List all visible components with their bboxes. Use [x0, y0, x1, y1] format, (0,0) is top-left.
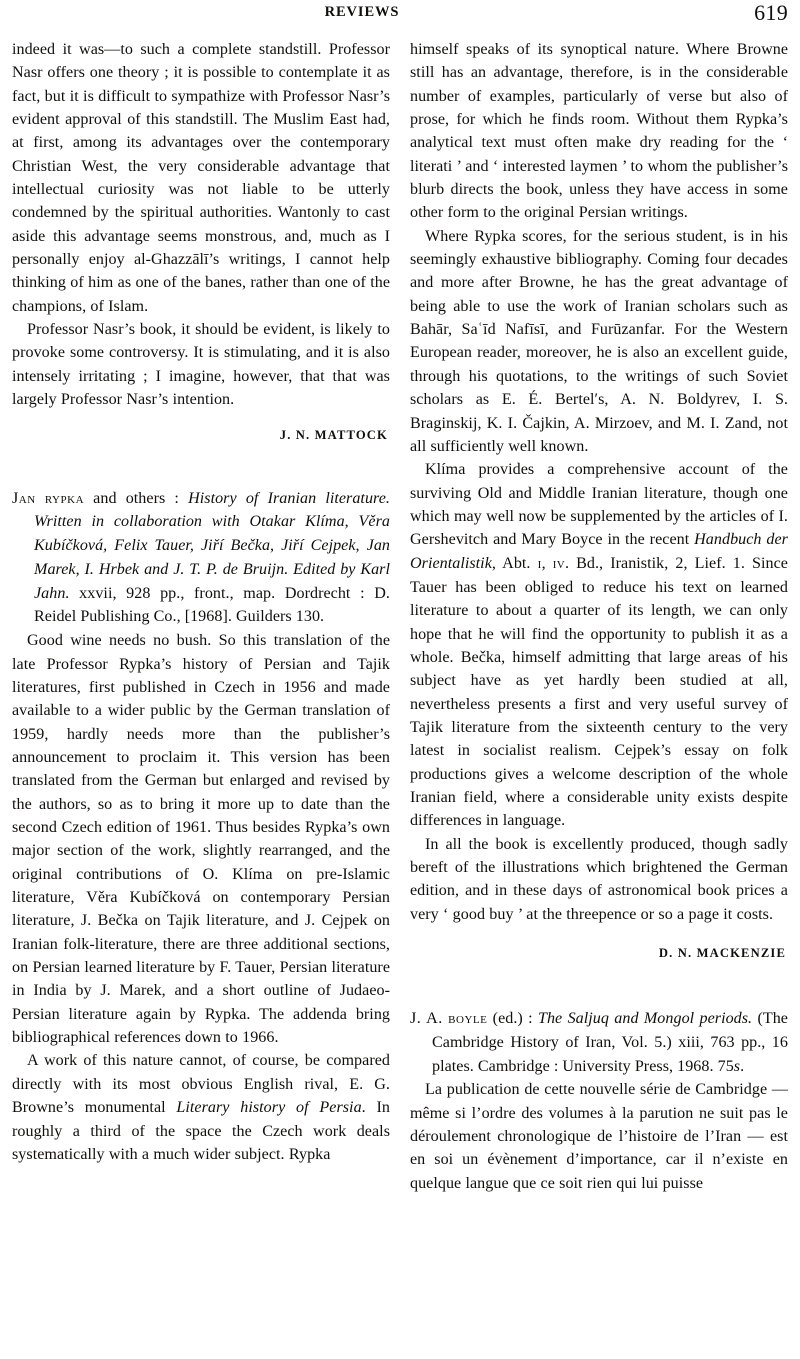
two-column-body [12, 38, 788, 1353]
citation-author-last: rypka [44, 489, 85, 507]
paragraph: himself speaks of its synoptical nature. Where Browne still has an advantage, therefore, is in the considerable number of examples, particularly of verse but also of prose, for which he finds room. Without them Rypka’s analytical text must often make dry reading for the ‘ literati ’ and ‘ interested laymen ’ to whom the publisher’s blurb directs the book, unless they have access in some other form to the original Persian writings. [410, 41, 788, 222]
citation-details: (The Cambridge History of Iran, Vol. 5.) xiii, 763 pp., 16 plates. Cambridge : University Press, 1968. 75 [432, 1010, 788, 1075]
right-column [410, 38, 788, 1353]
reviewer-signature: J. N. MATTOCK [279, 427, 388, 442]
paragraph [12, 1049, 390, 1166]
paragraph [410, 458, 788, 833]
running-head [12, 2, 788, 26]
citation-details-end: . [740, 1057, 745, 1075]
citation-details: xxvii, 928 pp., front., map. Dordrecht : D. Reidel Publishing Co., [1968]. Guilders 130. [34, 584, 390, 626]
paragraph-text-part: Klíma provides a comprehensive account of the surviving Old and Middle Iranian literature, though one which may well now be supplemented by the articles of I. Gershevitch and Mary Boyce in the recent [410, 461, 788, 549]
reviewer-signature: D. N. MACKENZIE [658, 946, 786, 961]
page-number: 619 [754, 0, 788, 25]
paragraph: Good wine needs no bush. So this translation of the late Professor Rypka’s history of Persian and Tajik literatures, first published in Czech in 1956 and made available to a wider public by the German translation of 1959, hardly needs more than the publisher’s announcement to proclaim it. This version has been translated from the German but enlarged and revised by the authors, so as to bring it more up to date than the second Czech edition of 1961. Thus besides Rypka’s own major section of the work, slightly rearranged, and the original contributions of O. Klíma on pre-Islamic literature, Věra Kubíčková on contemporary Persian literature, J. Bečka on Tajik literature, and J. Cejpek on Iranian folk-literature, there are three additional sections, on Persian learned literature by F. Tauer, Persian literature in India by J. Marek, and a short outline of Judaeo-Persian literature again by Rypka. The addenda bring bibliographical references down to 1966. [12, 632, 390, 1047]
paragraph: In all the book is excellently produced, though sadly bereft of the illustrations which brightened the German edition, and in these days of astronomical book prices a very ‘ good buy ’ at the threepence or so a page it costs. [410, 835, 788, 923]
book-citation [12, 487, 390, 630]
cited-work-title: Literary history of Persia [176, 1099, 362, 1117]
book-citation [410, 1007, 788, 1078]
paragraph-text-part: , Abt. [491, 554, 538, 572]
citation-author-first: J. A. [410, 1010, 443, 1028]
paragraph-text-part: , [541, 554, 553, 572]
cited-work-title: Handbuch der Orientalistik [410, 531, 788, 572]
citation-title: The Saljuq and Mongol periods. [537, 1010, 753, 1028]
citation-editor-mark: (ed.) : [487, 1010, 538, 1028]
paragraph-text-part: . Bd., Iranistik, 2, Lief. 1. Since Tauer has been obliged to reduce his text on learned literature to about a quarter of its length, we can only hope that he will find the opportunity to publish it as a whole. Bečka, himself admitting that large areas of his subject have as yet hardly been studied at all, nevertheless presents a first and very useful survey of Tajik literature from the sixteenth century to the very latest in socialist realism. Cejpek’s essay on folk productions gives a welcome description of the whole Iranian field, where a considerable unity exists despite differences in language. [410, 554, 788, 830]
citation-author-last: boyle [448, 1010, 488, 1028]
paragraph: La publication de cette nouvelle série de Cambridge — même si l’ordre des volumes à la parution ne suit pas le déroulement chronologique de l’histoire de l’Iran — est en soi un évènement d’importance, car il n’existe en quelque langue que ce soit rien qui lui puisse [410, 1081, 788, 1192]
roman-numeral: i [537, 555, 542, 572]
running-head-title: REVIEWS [324, 4, 400, 20]
paragraph-text-part: . In roughly a third of the space the Czech work deals systematically with a much wider subject. Rypka [12, 1099, 390, 1163]
roman-numeral: iv [552, 555, 565, 572]
paragraph: indeed it was—to such a complete standstill. Professor Nasr offers one theory ; it is possible to contemplate it as fact, but it is difficult to sympathize with Professor Nasr’s evident approval of this standstill. The Muslim East had, at first, among its advantages over the contemporary Christian West, the very considerable advantage that intellectual curiosity was not liable to be utterly condemned by the spiritual authorities. Wantonly to cast aside this advantage seems monstrous, and, much as I personally enjoy al-Ghazzālī’s writings, I cannot help thinking of him as one of the banes, rather than one of the champions, of Islam. [12, 41, 390, 315]
citation-author-first: Jan [12, 489, 36, 507]
citation-and-others: and others : [84, 489, 189, 507]
paragraph: Where Rypka scores, for the serious student, is in his seemingly exhaustive bibliography. Coming four decades and more after Browne, he has the great advantage of being able to use the work of Iranian scholars such as Bahār, Saʿīd Nafīsī, and Furūzanfar. For the Western European reader, moreover, he is also an excellent guide, through his quotations, to the writings of such Soviet scholars as E. É. Bertel′s, A. N. Boldyrev, I. S. Braginskij, K. I. Čajkin, A. Mirzoev, and M. I. Zand, not all sufficiently well known. [410, 227, 788, 455]
paragraph: Professor Nasr’s book, it should be evident, is likely to provoke some controversy. It is stimulating, and it is also intensely irritating ; I imagine, however, that that was largely Professor Nasr’s intention. [12, 321, 390, 409]
left-column [12, 38, 390, 1353]
paragraph-text-part: A work of this nature cannot, of course, be compared directly with its most obvious English rival, E. G. Browne’s monumental [12, 1052, 390, 1117]
citation-title: History of Iranian literature. Written in collaboration with Otakar Klíma, Věra Kubíčková, Felix Tauer, Jiří Bečka, Jiří Cejpek, Jan Marek, I. Hrbek and J. T. P. de Bruijn. Edited by Karl Jahn. [34, 489, 390, 602]
citation-price-unit: s [733, 1057, 741, 1075]
